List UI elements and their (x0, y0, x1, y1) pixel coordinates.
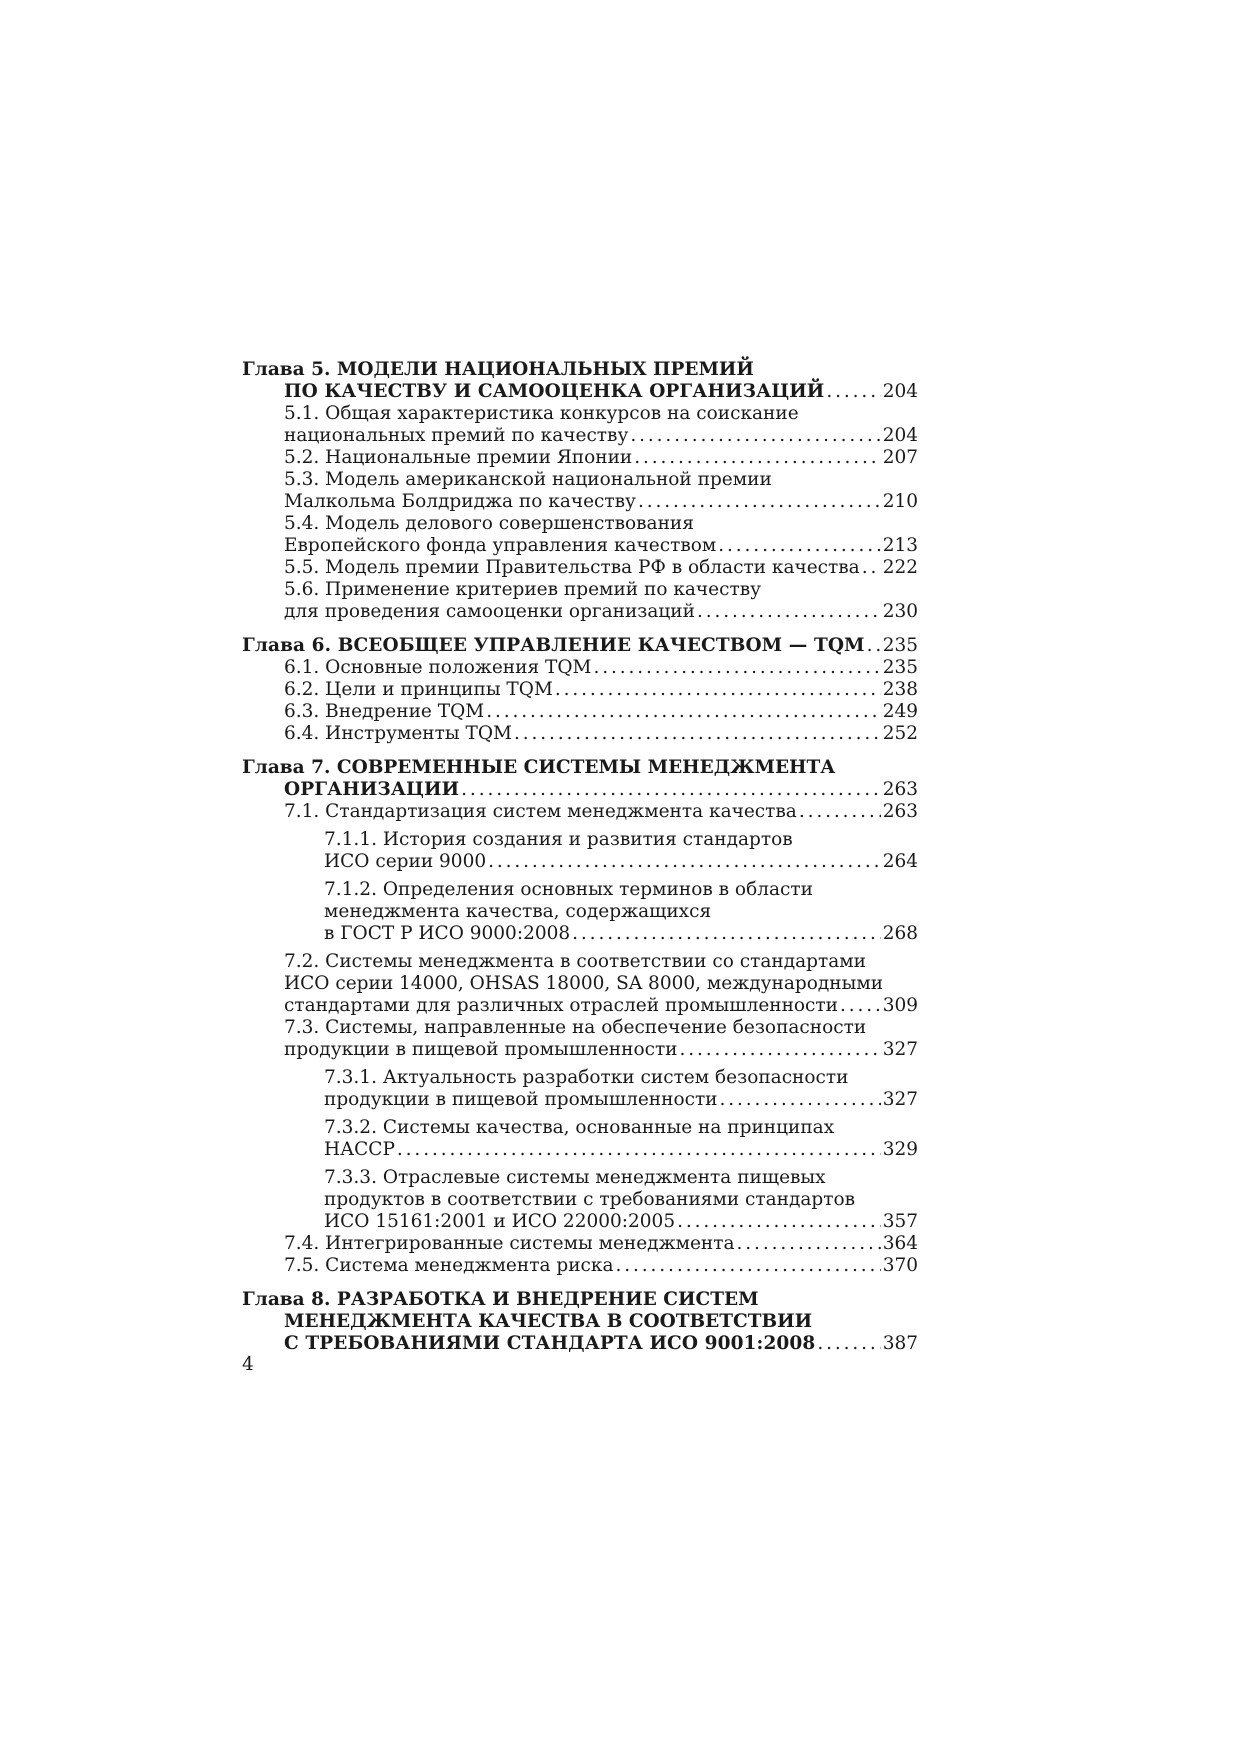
page-ref: 238 (882, 679, 918, 700)
toc-entry-7-3-2 (242, 1117, 918, 1161)
entry-line: НАССР (324, 1139, 395, 1160)
entry-line: 5.3. Модель американской национальной премии (284, 469, 772, 490)
page-ref: 249 (882, 701, 918, 722)
entry-line: 7.5. Система менеджмента риска (284, 1255, 614, 1276)
page-ref: 207 (882, 447, 918, 468)
toc-entry-7-3-3 (242, 1167, 918, 1233)
entry-line: менеджмента качества, содержащихся (324, 901, 712, 922)
page-ref: 327 (882, 1089, 918, 1110)
page-ref: 268 (882, 923, 918, 944)
entry-line: 7.1. Стандартизация систем менеджмента качества (284, 801, 797, 822)
chapter-6 (242, 635, 918, 745)
entry-line: 7.4. Интегрированные системы менеджмента (284, 1233, 735, 1254)
toc-entry-7-5 (242, 1255, 918, 1277)
entry-line: 7.3. Системы, направленные на обеспечение безопасности (284, 1017, 867, 1038)
page-ref: 364 (882, 1233, 918, 1254)
chapter-5-title (242, 359, 918, 403)
entry-line: 7.1.1. История создания и развития стандартов (324, 829, 793, 850)
toc-entry-6-3 (242, 701, 918, 723)
toc-entry-7-1 (242, 801, 918, 823)
entry-line: Малкольма Болдриджа по качеству (284, 491, 636, 512)
chapter-title-line: ОРГАНИЗАЦИИ (284, 779, 460, 800)
chapter-7 (242, 757, 918, 1277)
page-ref: 213 (882, 535, 918, 556)
page-ref: 230 (882, 601, 918, 622)
page-ref: 327 (882, 1039, 918, 1060)
entry-line: в ГОСТ Р ИСО 9000:2008 (324, 923, 571, 944)
entry-line: 5.2. Национальные премии Японии (284, 447, 633, 468)
toc-entry-6-2 (242, 679, 918, 701)
chapter-8 (242, 1289, 918, 1355)
page-number: 4 (242, 1354, 254, 1375)
page-ref: 204 (882, 381, 918, 402)
toc-entry-7-3 (242, 1017, 918, 1061)
toc-entry-7-2 (242, 951, 918, 1017)
toc-entry-5-1 (242, 403, 918, 447)
toc-entry-6-1 (242, 657, 918, 679)
page-ref: 263 (882, 779, 918, 800)
chapter-title-line: СОВРЕМЕННЫЕ СИСТЕМЫ МЕНЕДЖМЕНТА (336, 757, 836, 778)
chapter-title-line: ПО КАЧЕСТВУ И САМООЦЕНКА ОРГАНИЗАЦИЙ (284, 381, 825, 402)
entry-line: 6.4. Инструменты TQM (284, 723, 512, 744)
toc-entry-5-3 (242, 469, 918, 513)
page-ref: 387 (882, 1333, 918, 1354)
entry-line: 7.3.2. Системы качества, основанные на принципах (324, 1117, 835, 1138)
toc-entry-7-1-1 (242, 829, 918, 873)
page-ref: 252 (882, 723, 918, 744)
entry-line: 6.3. Внедрение TQM (284, 701, 485, 722)
chapter-title-line: МЕНЕДЖМЕНТА КАЧЕСТВА В СООТВЕТСТВИИ (284, 1311, 813, 1332)
entry-line: национальных премий по качеству (284, 425, 629, 446)
page-ref: 222 (882, 557, 918, 578)
table-of-contents (242, 359, 918, 1355)
entry-line: для проведения самооценки организаций (284, 601, 695, 622)
toc-entry-7-1-2 (242, 879, 918, 945)
entry-line: ИСО серии 14000, OHSAS 18000, SA 8000, международными (284, 973, 884, 994)
chapter-prefix: Глава 7. (242, 757, 331, 778)
page-ref: 204 (882, 425, 918, 446)
entry-line: 7.3.1. Актуальность разработки систем безопасности (324, 1067, 849, 1088)
chapter-7-title (242, 757, 918, 801)
entry-line: продуктов в соответствии с требованиями стандартов (324, 1189, 856, 1210)
entry-line: Европейского фонда управления качеством (284, 535, 717, 556)
entry-line: 5.4. Модель делового совершенствования (284, 513, 694, 534)
entry-line: 5.5. Модель премии Правительства РФ в области качества (284, 557, 860, 578)
chapter-5 (242, 359, 918, 623)
entry-line: ИСО серии 9000 (324, 851, 487, 872)
page-ref: 370 (882, 1255, 918, 1276)
entry-line: 7.1.2. Определения основных терминов в области (324, 879, 813, 900)
page-ref: 235 (882, 635, 918, 656)
entry-line: 5.1. Общая характеристика конкурсов на соискание (284, 403, 799, 424)
page-ref: 235 (882, 657, 918, 678)
entry-line: 6.1. Основные положения TQM (284, 657, 592, 678)
toc-entry-7-4 (242, 1233, 918, 1255)
entry-line: продукции в пищевой промышленности (284, 1039, 678, 1060)
toc-entry-6-4 (242, 723, 918, 745)
chapter-title-line: МОДЕЛИ НАЦИОНАЛЬНЫХ ПРЕМИЙ (336, 359, 754, 380)
page-ref: 264 (882, 851, 918, 872)
entry-line: 6.2. Цели и принципы TQM (284, 679, 553, 700)
toc-entry-5-5 (242, 557, 918, 579)
chapter-title-line: С ТРЕБОВАНИЯМИ СТАНДАРТА ИСО 9001:2008 (284, 1333, 816, 1354)
entry-line: 7.3.3. Отраслевые системы менеджмента пищевых (324, 1167, 826, 1188)
chapter-8-title (242, 1289, 918, 1355)
page-ref: 210 (882, 491, 918, 512)
entry-line: ИСО 15161:2001 и ИСО 22000:2005 (324, 1211, 676, 1232)
toc-entry-5-6 (242, 579, 918, 623)
chapter-prefix: Глава 5. (242, 359, 331, 380)
chapter-6-title (242, 635, 918, 657)
entry-line: 7.2. Системы менеджмента в соответствии со стандартами (284, 951, 866, 972)
entry-line: продукции в пищевой промышленности (324, 1089, 718, 1110)
chapter-prefix: Глава 6. (242, 635, 332, 656)
page-ref: 357 (882, 1211, 918, 1232)
toc-entry-7-3-1 (242, 1067, 918, 1111)
toc-entry-5-2 (242, 447, 918, 469)
entry-line: стандартами для различных отраслей промышленности (284, 995, 838, 1016)
chapter-prefix: Глава 8. (242, 1289, 331, 1310)
page-ref: 309 (882, 995, 918, 1016)
toc-entry-5-4 (242, 513, 918, 557)
chapter-title-line: ВСЕОБЩЕЕ УПРАВЛЕНИЕ КАЧЕСТВОМ — TQM (337, 635, 865, 656)
entry-line: 5.6. Применение критериев премий по качеству (284, 579, 761, 600)
chapter-title-line: РАЗРАБОТКА И ВНЕДРЕНИЕ СИСТЕМ (336, 1289, 759, 1310)
page-ref: 263 (882, 801, 918, 822)
page-ref: 329 (882, 1139, 918, 1160)
